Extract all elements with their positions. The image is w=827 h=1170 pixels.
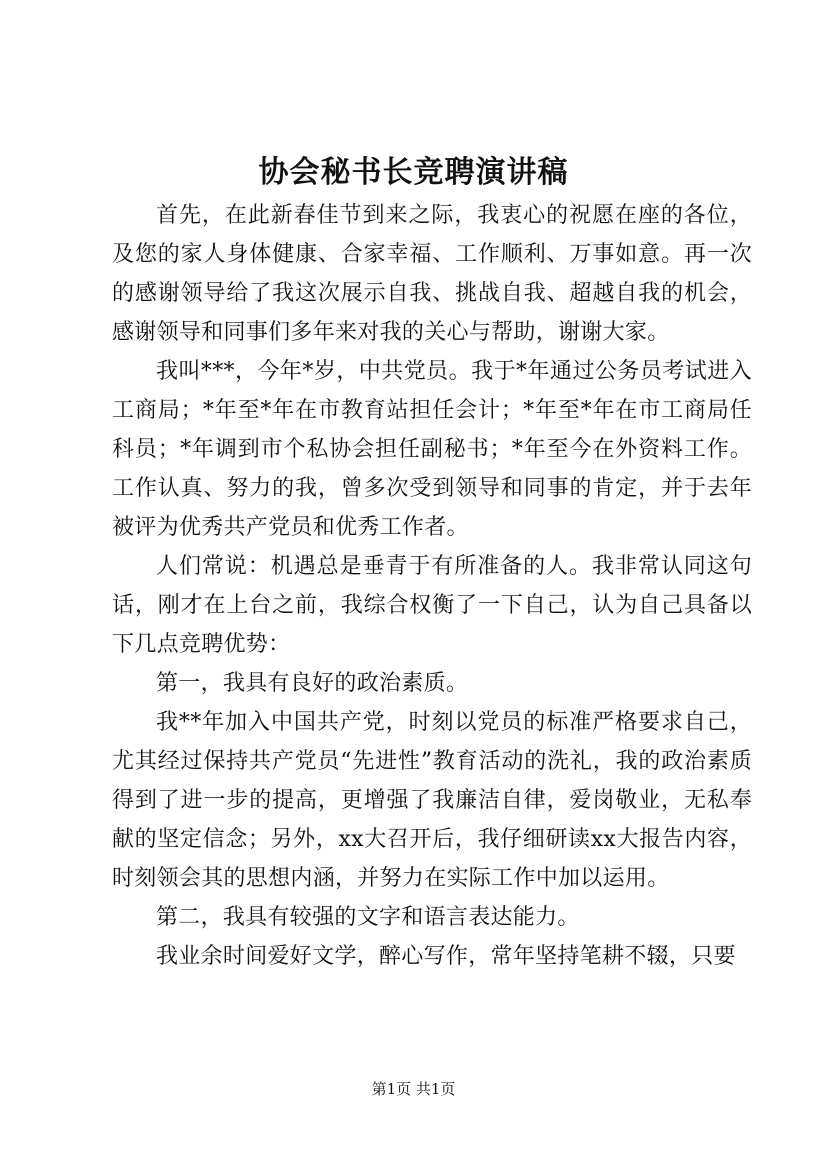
document-title: 协会秘书长竞聘演讲稿 <box>258 155 569 190</box>
paragraph: 第一，我具有良好的政治素质。 <box>156 671 469 696</box>
paragraph: 人们常说：机遇总是垂青于有所准备的人。我非常认同这句话，刚才在上台之前，我综合权衡了一下自己，认为自己具备以下几点竞聘优势： <box>112 554 752 657</box>
paragraph: 首先，在此新春佳节到来之际，我衷心的祝愿在座的各位，及您的家人身体健康、合家幸福、工作顺利、万事如意。再一次的感谢领导给了我这次展示自我、挑战自我、超越自我的机会，感谢领导和同事们多年来对我的关心与帮助，谢谢大家。 <box>112 203 752 345</box>
document-body <box>112 196 752 976</box>
page-footer: 第1页 共1页 <box>371 1080 456 1098</box>
paragraph: 我叫***，今年*岁，中共党员。我于*年通过公务员考试进入工商局；*年至*年在市教育站担任会计；*年至*年在市工商局任科员；*年调到市个私协会担任副秘书；*年至今在外资料工作。工作认真、努力的我，曾多次受到领导和同事的肯定，并于去年被评为优秀共产党员和优秀工作者。 <box>112 359 752 540</box>
paragraph: 第二，我具有较强的文字和语言表达能力。 <box>156 905 580 930</box>
paragraph: 我**年加入中国共产党，时刻以党员的标准严格要求自己，尤其经过保持共产党员“先进性”教育活动的洗礼，我的政治素质得到了进一步的提高，更增强了我廉洁自律，爱岗敬业，无私奉献的坚定信念；另外，xx大召开后，我仔细研读xx大报告内容，时刻领会其的思想内涵，并努力在实际工作中加以运用。 <box>112 710 752 891</box>
paragraph: 我业余时间爱好文学，醉心写作，常年坚持笔耕不辍，只要 <box>156 944 736 969</box>
